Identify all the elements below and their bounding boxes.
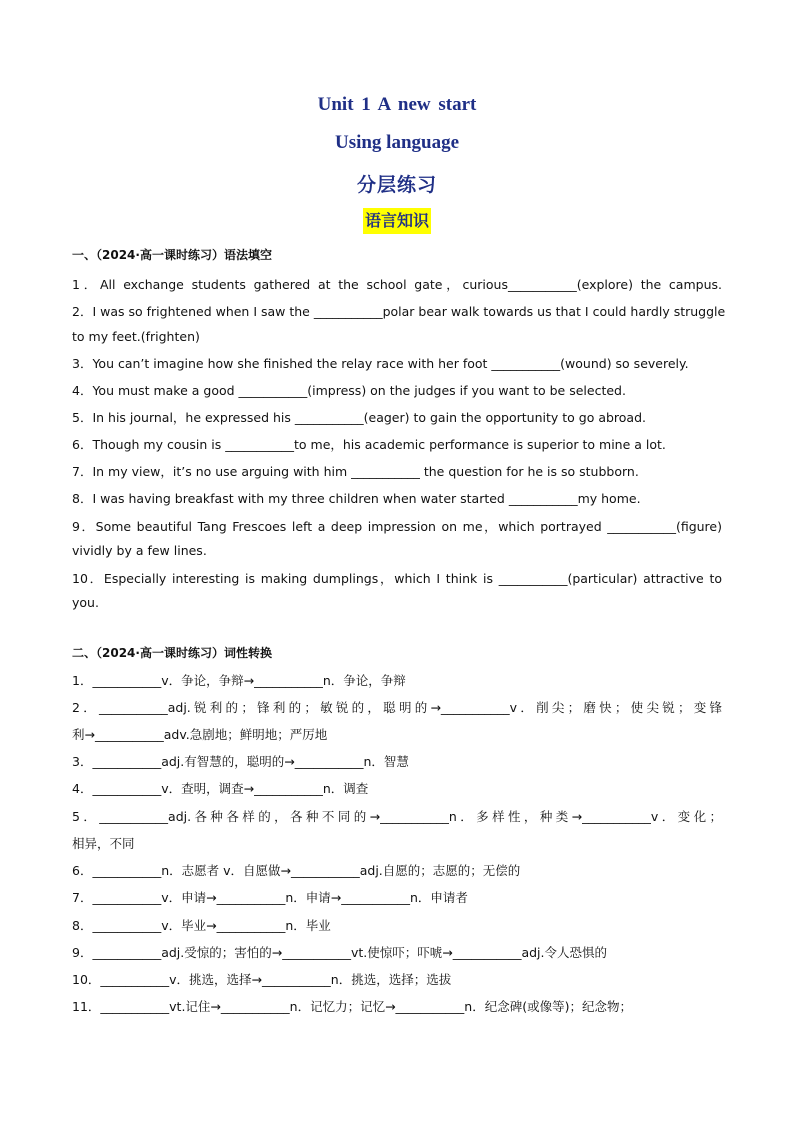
badge-row: [0, 208, 794, 234]
section-title: Using language: [334, 132, 460, 153]
w2-line: 2．___________adj.锐利的；锋利的；敏锐的，聪明的→___________v．削尖；磨快；使尖锐；变锋: [72, 700, 722, 715]
q4-line: 4．You must make a good ___________(impress) on the judges if you want to be selected.: [72, 383, 626, 398]
w6-line: 6．___________n．志愿者 v．自愿做→___________adj.自愿的；志愿的；无偿的: [72, 863, 521, 878]
w4-line: 4．___________v．查明，调查→___________n．调查: [72, 781, 369, 796]
q9-line: 9．Some beautiful Tang Frescoes left a deep impression on me，which portrayed ___________(figure): [72, 519, 722, 534]
language-knowledge-badge: 语言知识: [363, 208, 431, 234]
part2-heading: 二、（2024·高一课时练习）词性转换: [72, 646, 272, 660]
w1-line: 1．___________v．争论，争辩→___________n．争论，争辩: [72, 673, 406, 688]
q1-line: 1．All exchange students gathered at the school gate，curious___________(explore) the campus.: [72, 277, 722, 292]
w5-line-cont: 相异，不同: [72, 836, 135, 851]
q10-line-cont: you.: [72, 595, 99, 610]
q8-line: 8．I was having breakfast with my three children when water started ___________my home.: [72, 491, 641, 506]
w3-line: 3．___________adj.有智慧的，聪明的→___________n．智慧: [72, 754, 409, 769]
q6-line: 6．Though my cousin is ___________to me，his academic performance is superior to mine a lot.: [72, 437, 666, 452]
q7-line: 7．In my view，it’s no use arguing with him ___________ the question for he is so stubborn.: [72, 464, 639, 479]
w5-line: 5．___________adj.各种各样的，各种不同的→___________n．多样性，种类→___________v．变化；: [72, 809, 722, 824]
q2-line-cont: to my feet.(frighten): [72, 329, 200, 344]
w9-line: 9．___________adj.受惊的；害怕的→___________vt.使惊吓；吓唬→___________adj.令人恐惧的: [72, 945, 608, 960]
w2-line-cont: 利→___________adv.急剧地；鲜明地；严厉地: [72, 727, 328, 742]
w8-line: 8．___________v．毕业→___________n．毕业: [72, 918, 331, 933]
unit-title: Unit 1 A new start: [317, 94, 477, 115]
w11-line: 11．___________vt.记住→___________n．记忆力；记忆→___________n．纪念碑(或像等)；纪念物；: [72, 999, 632, 1014]
part1-heading: 一、（2024·高一课时练习）语法填空: [72, 248, 272, 262]
q9-line-cont: vividly by a few lines.: [72, 543, 207, 558]
w10-line: 10．___________v．挑选，选择→___________n．挑选，选择；选拔: [72, 972, 452, 987]
q3-line: 3．You can’t imagine how she finished the relay race with her foot ___________(wound) so severely.: [72, 356, 689, 371]
q2-line: 2．I was so frightened when I saw the ___________polar bear walk towards us that I could hardly struggle: [72, 304, 726, 319]
practice-title: 分层练习: [356, 174, 437, 196]
w7-line: 7．___________v．申请→___________n．申请→___________n．申请者: [72, 890, 468, 905]
q10-line: 10．Especially interesting is making dumplings，which I think is ___________(particular) attractive to: [72, 571, 722, 586]
q5-line: 5．In his journal，he expressed his ___________(eager) to gain the opportunity to go abroad.: [72, 410, 646, 425]
